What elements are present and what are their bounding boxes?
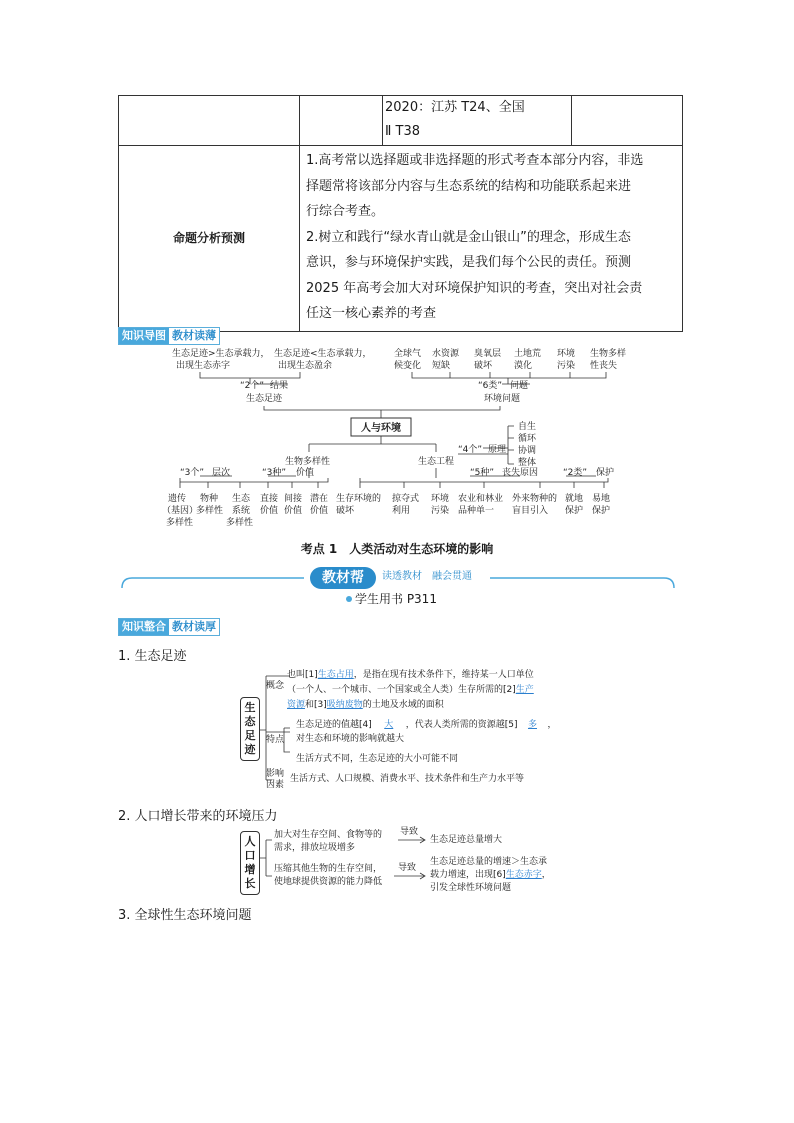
box-char: 增 xyxy=(244,863,256,876)
text-line: 对生态和环境的影响就越大 xyxy=(296,734,405,744)
factor-label-line: 影响 xyxy=(266,769,285,779)
problem-text: 性丧失 xyxy=(590,361,618,371)
table-cell xyxy=(300,96,383,146)
problem-label: 问题 xyxy=(510,381,529,391)
surplus-text-1: 生态足迹<生态承载力， xyxy=(274,349,372,359)
text-span: 和[3] xyxy=(305,700,327,710)
problem-text: 破坏 xyxy=(474,361,493,371)
text-line: 2.树立和践行“绿水青山就是金山银山”的理念，形成生态 xyxy=(306,229,631,245)
level-item: 系统 xyxy=(232,506,251,516)
loss-cause-label: 丧失原因 xyxy=(502,468,539,478)
text-span: 也叫[1] xyxy=(287,670,318,680)
level-item: 物种 xyxy=(200,494,219,504)
answer-blank-1: 生态占用 xyxy=(317,670,354,680)
banner-title: 教材帮 xyxy=(322,570,364,586)
exam-analysis-table xyxy=(118,95,683,332)
text-line: 意识，参与环境保护实践，是我们每个公民的责任。预测 xyxy=(306,255,632,270)
level-label: 层次 xyxy=(212,468,231,478)
box-char: 态 xyxy=(244,715,256,728)
cause-item: 外来物种的 xyxy=(512,494,558,504)
two-count-label: “2个” xyxy=(240,381,265,391)
problem-text: 水资源 xyxy=(432,349,460,359)
tag-label: 知识整合 xyxy=(119,619,169,635)
tag-label: 知识导图 xyxy=(119,328,169,344)
problem-text: 臭氧层 xyxy=(474,349,502,359)
problem-text: 污染 xyxy=(557,361,576,371)
factor-label xyxy=(266,769,284,791)
eco-engineering-node: 生态工程 xyxy=(418,457,455,467)
text-line: 行综合考查。 xyxy=(306,204,385,219)
text-span: 生态足迹的值越[4] xyxy=(296,720,372,730)
problem-text: 候变化 xyxy=(394,361,422,371)
text-line: 压缩其他生物的生存空间， xyxy=(274,864,383,874)
level-item: 多样性 xyxy=(196,506,224,516)
table-cell xyxy=(383,96,572,146)
text-line: 需求，排放垃圾增多 xyxy=(274,843,356,853)
cause-item: 破坏 xyxy=(336,506,355,516)
pressure-a-text xyxy=(274,829,382,855)
banner-subtitle: 读透教材 融会贯通 xyxy=(382,571,472,582)
level-item: 多样性 xyxy=(166,518,194,528)
six-count-label: “6类” xyxy=(478,381,503,391)
center-node: 人与环境 xyxy=(361,423,401,434)
deficit-text-2: 出现生态赤字 xyxy=(176,361,231,371)
box-char: 足 xyxy=(244,729,256,742)
bullet-icon xyxy=(346,596,352,602)
value-item: 价值 xyxy=(284,506,303,516)
level-item: 生态 xyxy=(232,494,251,504)
text-line: 择题常将该部分内容与生态系统的结构和功能联系起来进 xyxy=(306,178,632,194)
cause-item: 农业和林业 xyxy=(458,494,504,504)
leads-to-label: 导致 xyxy=(398,863,417,873)
surplus-text-2: 出现生态盈余 xyxy=(278,361,333,371)
cause-item: 生存环境的 xyxy=(336,494,382,504)
box-char: 口 xyxy=(244,849,256,862)
biodiversity-node: 生物多样性 xyxy=(285,457,331,467)
deficit-text-1: 生态足迹>生态承载力， xyxy=(172,349,270,359)
cause-item: 污染 xyxy=(431,506,450,516)
four-count-label: “4个” xyxy=(458,445,483,455)
problem-text: 土地荒 xyxy=(514,349,542,359)
problem-text: 漠化 xyxy=(514,361,533,371)
text-line: 生态足迹总量的增速＞生态承 xyxy=(430,857,548,867)
box-char: 生 xyxy=(244,701,256,714)
value-label: 价值 xyxy=(296,468,315,478)
answer-blank-5: 多 xyxy=(527,720,537,730)
table-cell xyxy=(572,96,683,146)
year-source-line: 2020：江苏 T24、全国 xyxy=(385,100,525,115)
protection-item: 保护 xyxy=(565,506,584,516)
footprint-node: 生态足迹 xyxy=(246,394,283,404)
env-problem-node: 环境问题 xyxy=(484,394,521,404)
text-span: ，代表人类所需的资源越[5] xyxy=(405,720,518,730)
principle-item: 循环 xyxy=(518,434,537,444)
text-line: 2025 年高考会加大对环境保护知识的考查，突出对社会责 xyxy=(306,280,643,296)
two-types-label: “2类” xyxy=(563,468,588,478)
feature-text: 生态足迹的值越[4] 大 ，代表人类所需的资源越[5] 多 ， 对生态和环境的影响就越大 生活方式不同，生态足迹的大小可能不同 xyxy=(296,718,596,766)
cause-item: 环境 xyxy=(431,494,450,504)
protect-label: 保护 xyxy=(596,468,615,478)
text-span: 的土地及水域的面积 xyxy=(362,700,444,710)
box-char: 长 xyxy=(244,877,256,890)
value-item: 间接 xyxy=(284,494,303,504)
mind-map-diagram xyxy=(0,340,794,530)
student-book-ref xyxy=(346,592,437,606)
three-count-label: “3个” xyxy=(180,468,205,478)
value-item: 价值 xyxy=(310,506,329,516)
text-line: 1.高考常以选择题或非选择题的形式考查本部分内容，非选 xyxy=(306,153,644,168)
protection-item: 保护 xyxy=(592,506,611,516)
pressure-a-result: 生态足迹总量增大 xyxy=(430,835,503,845)
answer-blank-6: 生态赤字 xyxy=(505,870,542,880)
section-2-title: 2. 人口增长带来的环境压力 xyxy=(118,809,278,824)
text-span: 载力增速，出现[6] xyxy=(430,870,506,880)
footprint-box xyxy=(240,697,260,761)
knowledge-integration-tag xyxy=(118,618,220,636)
level-item: （基因） xyxy=(162,506,199,516)
concept-text xyxy=(287,668,597,713)
text-line: 使地球提供资源的能力降低 xyxy=(274,877,383,887)
pressure-b-text xyxy=(274,863,382,889)
year-source-line: Ⅱ T38 xyxy=(385,124,421,139)
level-item: 多样性 xyxy=(226,518,254,528)
text-span: ，是指在现有技术条件下，维持某一人口单位 xyxy=(353,670,534,680)
tag-sublabel: 教材读薄 xyxy=(169,328,219,344)
box-char: 人 xyxy=(244,835,256,848)
factor-text: 生活方式、人口规模、消费水平、技术条件和生产力水平等 xyxy=(290,774,525,784)
answer-blank-2-cont: 资源 xyxy=(287,700,306,710)
problem-text: 环境 xyxy=(557,349,576,359)
text-line: 加大对生存空间、食物等的 xyxy=(274,830,383,840)
level-item: 遗传 xyxy=(168,494,187,504)
value-item: 潜在 xyxy=(310,494,329,504)
answer-blank-2: 生产 xyxy=(515,685,534,695)
text-line: 生活方式不同，生态足迹的大小可能不同 xyxy=(296,754,459,764)
factor-label-line: 因素 xyxy=(266,780,285,790)
cause-item: 掠夺式 xyxy=(392,494,420,504)
text-line: 引发全球性环境问题 xyxy=(430,883,512,893)
section-3-title: 3. 全球性生态环境问题 xyxy=(118,908,252,923)
concept-label: 概念 xyxy=(266,681,285,691)
answer-blank-4: 大 xyxy=(384,720,394,730)
cause-item: 利用 xyxy=(392,506,411,516)
section-1-title: 1. 生态足迹 xyxy=(118,649,187,664)
problem-text: 全球气 xyxy=(394,349,422,359)
prediction-text xyxy=(300,146,683,332)
protection-item: 易地 xyxy=(592,494,611,504)
text-span: （一个人、一个城市、一个国家或全人类）生存所需的[2] xyxy=(287,685,516,695)
text-line: 任这一核心素养的考查 xyxy=(306,306,437,321)
principle-item: 自生 xyxy=(518,422,537,432)
table-cell xyxy=(119,96,300,146)
cause-item: 品种单一 xyxy=(458,506,495,516)
answer-blank-3: 吸纳废物 xyxy=(326,700,363,710)
section-heading: 考点 1 人类活动对生态环境的影响 xyxy=(300,542,494,556)
book-page-text: 学生用书 P311 xyxy=(355,592,437,606)
result-label: 结果 xyxy=(270,381,289,391)
population-box xyxy=(240,831,260,895)
principle-item: 协调 xyxy=(518,446,537,456)
cause-item: 盲目引入 xyxy=(512,506,549,516)
five-types-label: “5种” xyxy=(470,468,495,478)
prediction-label: 命题分析预测 xyxy=(119,146,300,332)
problem-text: 短缺 xyxy=(432,361,451,371)
principle-label: 原理 xyxy=(488,445,507,455)
tag-sublabel: 教材读厚 xyxy=(169,619,219,635)
value-item: 直接 xyxy=(260,494,279,504)
three-types-label: “3种” xyxy=(262,468,287,478)
box-char: 迹 xyxy=(244,743,256,756)
value-item: 价值 xyxy=(260,506,279,516)
leads-to-label: 导致 xyxy=(400,827,419,837)
problem-text: 生物多样 xyxy=(590,349,627,359)
feature-label: 特点 xyxy=(266,735,285,745)
protection-item: 就地 xyxy=(565,494,584,504)
principle-item: 整体 xyxy=(518,458,537,468)
pressure-b-result: 生态足迹总量的增速＞生态承 载力增速，出现[6]生态赤字， 引发全球性环境问题 xyxy=(430,857,551,893)
